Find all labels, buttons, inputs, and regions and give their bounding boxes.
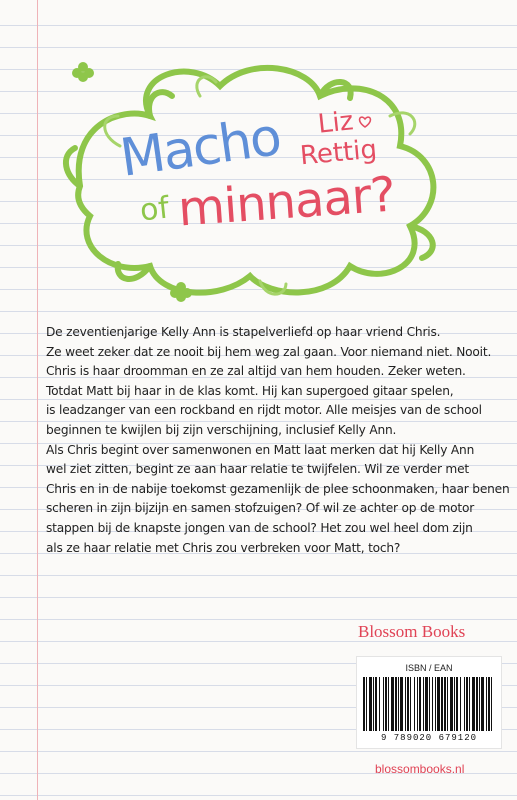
barcode-bar [479, 677, 480, 731]
clover-icon [168, 280, 194, 306]
barcode-bar [488, 677, 490, 731]
barcode-bar [466, 677, 468, 731]
blurb-line: als ze haar relatie met Chris zou verbreken voor Matt, toch? [46, 540, 401, 555]
barcode-bar [417, 677, 418, 731]
barcode-bar [447, 677, 448, 731]
barcode-bar [375, 677, 377, 731]
blurb-line: Als Chris begint over samenwonen en Matt laat merken dat hij Kelly Ann [46, 442, 475, 457]
barcode-bar [450, 677, 453, 731]
barcode-bar [454, 677, 455, 731]
clover-icon [70, 60, 96, 86]
blurb-line: scheren in zijn bijzijn en samen stofzuigen? Of wil ze achter op de motor [46, 501, 475, 516]
blurb-line: beginnen te kwijlen bij zijn verschijning, inclusief Kelly Ann. [46, 422, 397, 437]
barcode-bar [369, 677, 372, 731]
barcode-bar [469, 677, 470, 731]
barcode-bar [383, 677, 384, 731]
title-of: of [138, 190, 171, 229]
author-last-name: Rettig [298, 134, 379, 172]
barcode-bar [429, 677, 430, 731]
isbn-label: ISBN / EAN [405, 663, 453, 673]
barcode-bar [441, 677, 443, 731]
barcode-bar [391, 677, 394, 731]
barcode-bar [435, 677, 436, 731]
blurb-line: De zeventienjarige Kelly Ann is stapelverliefd op haar vriend Chris. [46, 325, 441, 339]
barcode-bar [395, 677, 397, 731]
title-minnaar: minnaar? [176, 166, 397, 238]
barcode-bar [481, 677, 484, 731]
barcode [363, 677, 495, 731]
barcode-bar [366, 677, 367, 731]
barcode-bar [464, 677, 465, 731]
blurb-line: stappen bij de knapste jongen van de school? Het zou wel heel dom zijn [46, 520, 473, 535]
barcode-bar [400, 677, 403, 731]
publisher-website: blossombooks.nl [375, 762, 465, 776]
barcode-bar [444, 677, 446, 731]
isbn-digits: 9 789020 679120 [380, 733, 477, 743]
barcode-bar [385, 677, 387, 731]
author-first-name: Liz [316, 106, 355, 140]
blurb-line: Chris is haar droomman en ze zal altijd van hem houden. Zeker weten. [46, 364, 466, 379]
publisher-name: Blossom Books [358, 622, 466, 641]
barcode-bar [476, 677, 478, 731]
barcode-bar [472, 677, 475, 731]
barcode-bar [432, 677, 433, 731]
blurb-line: Chris en in de nabije toekomst gezamenlijk de plee schoonmaken, haar benen [46, 481, 510, 496]
barcode-bar [419, 677, 421, 731]
blurb-line: Totdat Matt bij haar in de klas komt. Hij kan supergoed gitaar spelen, [46, 383, 454, 398]
barcode-bar [410, 677, 411, 731]
blurb-line: is leadzanger van een rockband en rijdt motor. Alle meisjes van de school [46, 403, 482, 418]
notebook-margin-line [37, 0, 38, 800]
barcode-bar [379, 677, 380, 731]
blurb-line: Ze weet zeker dat ze nooit bij hem weg zal gaan. Voor niemand niet. Nooit. [46, 344, 492, 359]
barcode-bar [363, 677, 365, 731]
barcode-bar [460, 677, 461, 731]
barcode-bar [414, 677, 415, 731]
barcode-bar [423, 677, 424, 731]
barcode-bar [491, 677, 492, 731]
barcode-bar [388, 677, 389, 731]
barcode-bar [398, 677, 399, 731]
barcode-bar [407, 677, 409, 731]
title-macho: Macho [116, 107, 284, 189]
barcode-bar [405, 677, 406, 731]
barcode-bar [456, 677, 458, 731]
blurb-text [46, 323, 510, 558]
barcode-bar [425, 677, 428, 731]
barcode-bar [486, 677, 487, 731]
barcode-bar [437, 677, 440, 731]
blurb-line: wel ziet zitten, begint ze aan haar relatie te twijfelen. Wil ze verder met [46, 462, 469, 477]
barcode-bar [373, 677, 374, 731]
heart-icon [358, 116, 372, 128]
barcode-box [356, 656, 502, 749]
